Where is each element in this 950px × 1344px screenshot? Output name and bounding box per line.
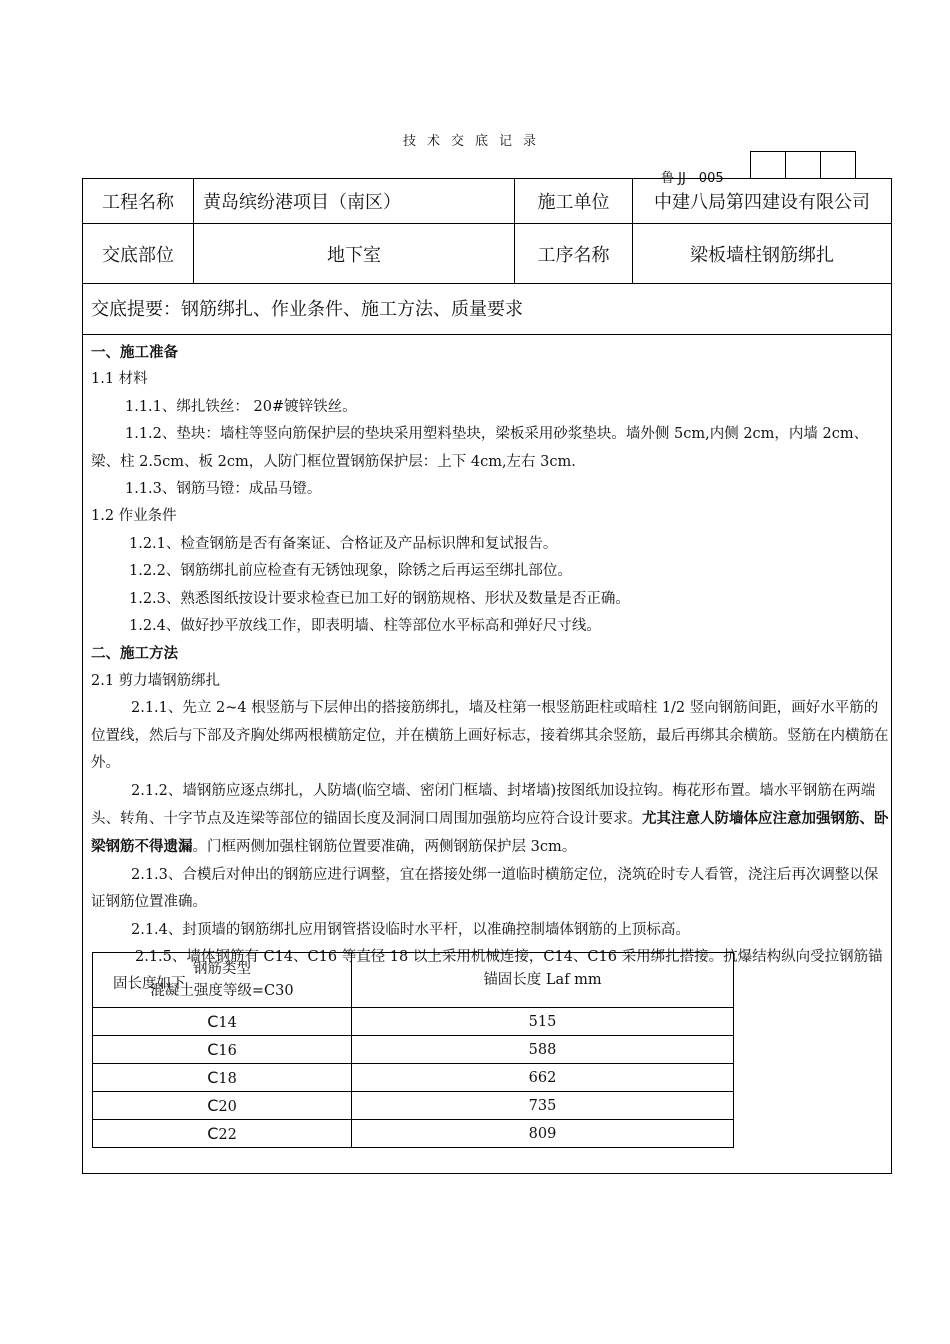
bar-type-cell [93, 1036, 352, 1064]
paragraph: 1.2.3、熟悉图纸按设计要求检查已加工好的钢筋规格、形状及数量是否正确。 [129, 590, 630, 607]
table-row [93, 1120, 734, 1148]
bar-type-cell [93, 1092, 352, 1120]
table-row [93, 1064, 734, 1092]
number-box [820, 151, 856, 179]
bar-type-cell [93, 1008, 352, 1036]
project-name-label: 工程名称 [83, 179, 194, 224]
disclosure-part-label: 交底部位 [83, 224, 194, 284]
disclosure-content [91, 339, 889, 999]
emphasis-text: 尤其注意人防墙体应注意加强钢筋、卧梁钢筋不得遗漏 [91, 809, 889, 856]
subsection-heading: 1.1 材料 [91, 371, 148, 388]
bar-diameter: 22 [218, 1127, 237, 1143]
construction-unit-label: 施工单位 [515, 179, 633, 224]
anchor-length-table [92, 952, 734, 1148]
paragraph: 1.2.4、做好抄平放线工作，即表明墙、柱等部位水平标高和弹好尺寸线。 [129, 618, 601, 635]
anchor-length-cell: 809 [352, 1120, 734, 1148]
paragraph: 1.2.1、检查钢筋是否有备案证、合格证及产品标识牌和复试报告。 [129, 535, 558, 552]
table-row [93, 1008, 734, 1036]
number-box [785, 151, 821, 179]
bar-grade-symbol: C [207, 1096, 219, 1115]
section-heading: 二、施工方法 [91, 645, 178, 663]
paragraph-text: 2.1.5、墙体钢筋有 C14、C16 等直径 18 以上采用机械连接，C14、C16 采用绑扎搭接。抗爆结构纵向受拉钢筋锚固长度如下 [113, 948, 883, 993]
disclosure-record-form [82, 178, 892, 1174]
paragraph: 1.2.2、钢筋绑扎前应检查有无锈蚀现象，除锈之后再运至绑扎部位。 [129, 563, 572, 580]
anchor-length-cell: 735 [352, 1092, 734, 1120]
bar-type-cell [93, 1064, 352, 1092]
record-number-boxes [751, 151, 856, 179]
bar-grade-symbol: C [207, 1068, 219, 1087]
section-heading: 一、施工准备 [91, 344, 178, 361]
number-box [750, 151, 786, 179]
bar-diameter: 14 [218, 1015, 237, 1031]
paragraph: 2.1.1、先立 2~4 根竖筋与下层伸出的搭接筋绑扎，墙及柱第一根竖筋距柱或暗柱 1/2 竖向钢筋间距，画好水平筋的位置线，然后与下部及齐胸处绑两根横筋定位，并在横筋上画好标志，接着绑其余竖筋，最后再绑其余横筋。竖筋在内横筋在外。 [91, 700, 889, 772]
paragraph-text: 。门框两侧加强柱钢筋位置要准确，两侧钢筋保护层 3cm。 [192, 839, 577, 856]
table-header-row [93, 953, 734, 1008]
bar-type-cell [93, 1120, 352, 1148]
bar-diameter: 16 [218, 1043, 237, 1059]
subsection-heading: 1.2 作业条件 [91, 508, 177, 525]
paragraph: 1.1.2、垫块：墙柱等竖向筋保护层的垫块采用塑料垫块，梁板采用砂浆垫块。墙外侧 5cm,内侧 2cm，内墙 2cm、梁、柱 2.5cm、板 2cm，人防门框位置钢筋保护层：上下 4cm,左右 3cm. [91, 426, 869, 470]
table-row [93, 1036, 734, 1064]
anchor-length-cell: 662 [352, 1064, 734, 1092]
table-row [93, 1092, 734, 1120]
construction-unit-value: 中建八局第四建设有限公司 [633, 179, 891, 224]
subsection-heading: 2.1 剪力墙钢筋绑扎 [91, 672, 221, 689]
header-line: 混凝土强度等级=C30 [150, 983, 294, 999]
divider [83, 334, 891, 335]
paragraph-text: 2.1.2、墙钢筋应逐点绑扎，人防墙(临空墙、密闭门框墙、封堵墙)按图纸加设拉钩。梅花形布置。墙水平钢筋在两端头、转角、十字节点及连梁等部位的锚固长度及洞洞口周围加强筋均应符合设计要求。 [91, 782, 876, 827]
bar-diameter: 18 [218, 1071, 237, 1087]
anchor-length-cell: 588 [352, 1036, 734, 1064]
bar-diameter: 20 [218, 1099, 237, 1115]
table-header-cell: 锚固长度 Laf mm [352, 953, 734, 1008]
bar-grade-symbol: C [207, 1124, 219, 1143]
paragraph: 2.1.3、合模后对伸出的钢筋应进行调整，宜在搭接处绑一道临时横筋定位，浇筑砼时专人看管，浇注后再次调整以保证钢筋位置准确。 [91, 866, 879, 911]
table-header-cell [93, 953, 352, 1008]
process-name-label: 工序名称 [515, 224, 633, 284]
paragraph [91, 778, 889, 862]
anchor-length-cell: 515 [352, 1008, 734, 1036]
paragraph: 2.1.4、封顶墙的钢筋绑扎应用钢管搭设临时水平杆，以准确控制墙体钢筋的上顶标高。 [131, 921, 690, 938]
paragraph: 1.1.1、绑扎铁丝： 20#镀锌铁丝。 [125, 398, 357, 415]
bar-grade-symbol: C [207, 1040, 219, 1059]
disclosure-summary: 交底提要：钢筋绑扎、作业条件、施工方法、质量要求 [91, 299, 523, 320]
document-code: 鲁 JJ—005 [661, 171, 724, 186]
header-line: 钢筋类型 [193, 961, 251, 977]
paragraph: 1.1.3、钢筋马镫：成品马镫。 [125, 481, 322, 498]
process-name-value: 梁板墙柱钢筋绑扎 [633, 224, 891, 284]
bar-grade-symbol: C [207, 1012, 219, 1031]
project-name-value: 黄岛缤纷港项目（南区） [194, 179, 515, 224]
document-title: 技术交底记录 [402, 134, 547, 149]
disclosure-part-value: 地下室 [194, 224, 515, 284]
